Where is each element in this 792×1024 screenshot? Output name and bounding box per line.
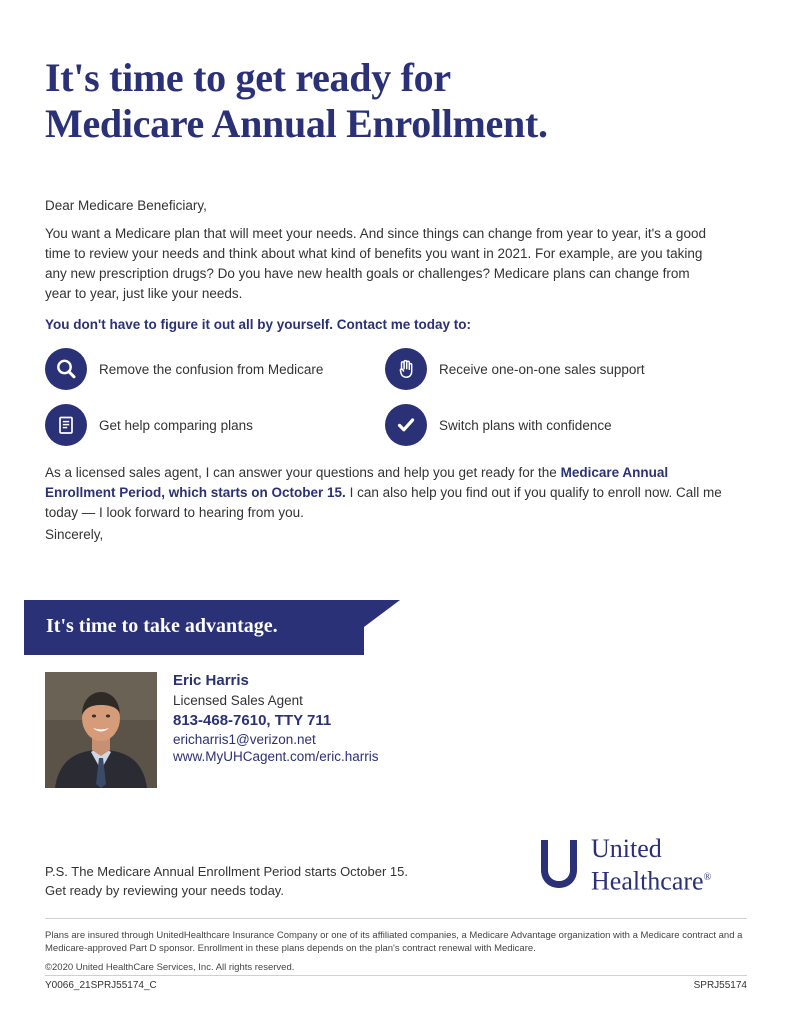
closing-bold: Medicare Annual Enrollment Period, which starts on October 15. xyxy=(45,465,669,500)
benefits-list xyxy=(45,348,725,460)
agent-info xyxy=(173,672,623,766)
divider-2 xyxy=(45,975,747,976)
postscript xyxy=(45,862,525,900)
take-advantage-banner xyxy=(24,600,394,655)
page-title xyxy=(45,55,745,147)
benefit-label-2: Receive one-on-one sales support xyxy=(439,361,645,377)
benefit-item-3 xyxy=(45,404,385,446)
avatar xyxy=(45,672,157,788)
magnifier-icon xyxy=(45,348,87,390)
benefits-row-1 xyxy=(45,348,725,390)
agent-title: Licensed Sales Agent xyxy=(173,693,303,708)
postscript-line1: P.S. The Medicare Annual Enrollment Period starts October 15. xyxy=(45,864,408,879)
closing-paragraph xyxy=(45,463,735,523)
legal-fineprint xyxy=(45,929,747,974)
job-code-left: Y0066_21SPRJ55174_C xyxy=(45,980,157,991)
benefit-label-4: Switch plans with confidence xyxy=(439,417,612,433)
intro-paragraph: You want a Medicare plan that will meet your needs. And since things can change from year to year, it's a good time to review your needs and think about what kind of benefits you want in 2021. For example, are you taking any new prescription drugs? Do you have new health goals or challenges? Medicare plans can change from year to year, just like your needs. xyxy=(45,226,706,301)
benefits-row-2 xyxy=(45,404,725,446)
benefit-label-1: Remove the confusion from Medicare xyxy=(99,361,324,377)
checkmark-icon xyxy=(385,404,427,446)
sincerely: Sincerely, xyxy=(45,527,104,542)
job-codes xyxy=(45,980,747,991)
registered-mark: ® xyxy=(703,872,712,883)
divider-1 xyxy=(45,918,747,919)
unitedhealthcare-logo xyxy=(535,830,750,900)
uhc-logo-line2-text: Healthcare xyxy=(591,866,704,896)
salutation: Dear Medicare Beneficiary, xyxy=(45,198,207,213)
benefit-item-2 xyxy=(385,348,725,390)
agent-name: Eric Harris xyxy=(173,672,249,689)
benefit-item-1 xyxy=(45,348,385,390)
banner-arrow-shape xyxy=(364,600,400,654)
banner-text: It's time to take advantage. xyxy=(46,615,278,637)
postscript-line2: Get ready by reviewing your needs today. xyxy=(45,883,284,898)
benefit-label-3: Get help comparing plans xyxy=(99,417,253,433)
page-title-line2: Medicare Annual Enrollment. xyxy=(45,101,548,146)
hand-icon xyxy=(385,348,427,390)
closing-pre: As a licensed sales agent, I can answer your questions and help you get ready for the xyxy=(45,465,561,480)
uhc-logo-line2 xyxy=(591,863,711,896)
uhc-logo-text xyxy=(591,834,711,896)
legal-copyright: ©2020 United HealthCare Services, Inc. All rights reserved. xyxy=(45,962,295,973)
agent-email[interactable]: ericharris1@verizon.net xyxy=(173,732,316,747)
document-icon xyxy=(45,404,87,446)
benefit-item-4 xyxy=(385,404,725,446)
agent-website[interactable]: www.MyUHCagent.com/eric.harris xyxy=(173,749,379,764)
uhc-logo-line1: United xyxy=(591,834,662,863)
legal-paragraph: Plans are insured through UnitedHealthcare Insurance Company or one of its affiliated companies, a Medicare Advantage organization with a Medicare contract and a Medicare-approved Part D sponsor. Enrollment in these plans depends on the plan's contract renewal with Medicare. xyxy=(45,930,743,954)
closing-post: I can also help you find out if you qualify to enroll now. Call me today — I look forward to hearing from you. xyxy=(45,485,722,520)
page-title-line1: It's time to get ready for xyxy=(45,55,451,100)
job-code-right: SPRJ55174 xyxy=(693,980,747,991)
contact-subhead: You don't have to figure it out all by yourself. Contact me today to: xyxy=(45,317,471,332)
uhc-logo-icon xyxy=(535,834,583,892)
agent-phone[interactable]: 813-468-7610, TTY 711 xyxy=(173,712,332,729)
